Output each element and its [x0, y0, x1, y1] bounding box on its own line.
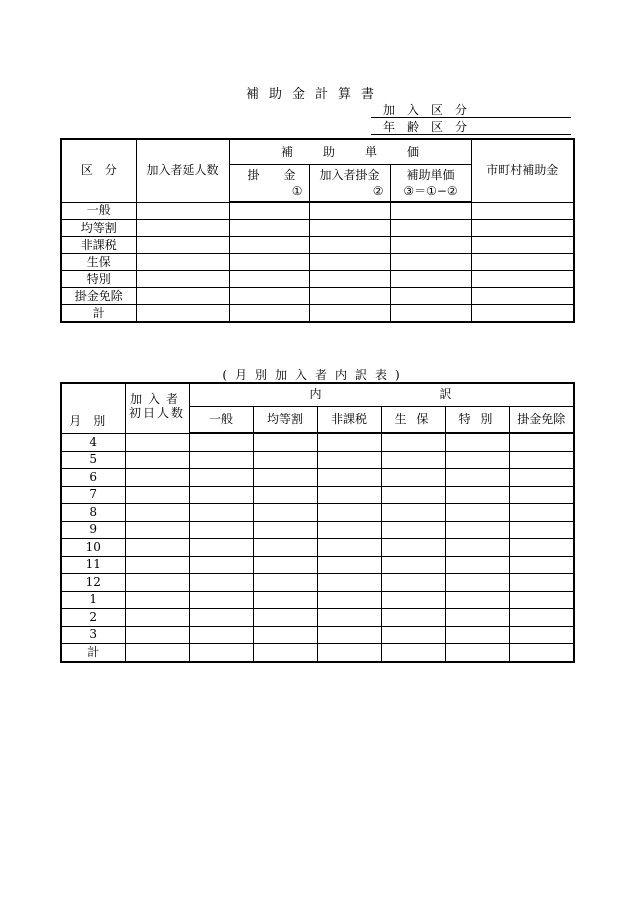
table-row — [61, 451, 574, 469]
cell-input[interactable] — [309, 305, 390, 323]
header-total-enrollee-count: 加入者延人数 — [136, 139, 229, 202]
age-category-label: 年齢区分 — [383, 120, 480, 134]
cell-input[interactable] — [509, 469, 574, 487]
cell-input[interactable] — [471, 288, 574, 305]
cell-input[interactable] — [189, 626, 253, 644]
cell-input[interactable] — [390, 202, 471, 220]
cell-input[interactable] — [229, 305, 309, 323]
table-row — [61, 609, 574, 627]
cell-input[interactable] — [125, 626, 189, 644]
cell-input[interactable] — [136, 305, 229, 323]
table-row — [61, 271, 574, 288]
cell-input[interactable] — [381, 486, 445, 504]
cell-input[interactable] — [253, 539, 317, 557]
cell-input[interactable] — [136, 202, 229, 220]
month-label: 7 — [61, 486, 125, 504]
cell-input[interactable] — [125, 609, 189, 627]
table-row — [61, 556, 574, 574]
table-row — [61, 626, 574, 644]
cell-input[interactable] — [136, 237, 229, 254]
cell-input[interactable] — [317, 626, 381, 644]
cell-input[interactable] — [253, 504, 317, 522]
subheader-per-capita: 均等割 — [253, 407, 317, 434]
cell-input[interactable] — [125, 469, 189, 487]
cell-input[interactable] — [509, 486, 574, 504]
cell-input[interactable] — [309, 271, 390, 288]
cell-input[interactable] — [381, 521, 445, 539]
cell-input[interactable] — [125, 556, 189, 574]
cell-input[interactable] — [390, 288, 471, 305]
month-label: 4 — [61, 433, 125, 451]
cell-input[interactable] — [509, 539, 574, 557]
cell-input[interactable] — [390, 220, 471, 237]
header-municipal-subsidy: 市町村補助金 — [471, 139, 574, 202]
cell-input[interactable] — [317, 609, 381, 627]
cell-input[interactable] — [125, 539, 189, 557]
table-row — [61, 237, 574, 254]
cell-input[interactable] — [189, 644, 253, 662]
cell-input[interactable] — [309, 220, 390, 237]
cell-input[interactable] — [471, 202, 574, 220]
table-row-total — [61, 305, 574, 323]
cell-input[interactable] — [381, 504, 445, 522]
header-subsidy-unit-price-sub: 補助単価 ③＝①−② — [390, 165, 471, 203]
header-premium: 掛金 ① — [229, 165, 309, 203]
cell-input[interactable] — [317, 469, 381, 487]
cell-input[interactable] — [229, 288, 309, 305]
cell-input[interactable] — [317, 433, 381, 451]
cell-input[interactable] — [471, 271, 574, 288]
header-subsidy-unit-price: 補助単価 — [229, 139, 471, 165]
cell-input[interactable] — [189, 504, 253, 522]
cell-input[interactable] — [445, 451, 509, 469]
subheader-special: 特 別 — [445, 407, 509, 434]
cell-input[interactable] — [189, 469, 253, 487]
cell-input[interactable] — [125, 644, 189, 662]
cell-input[interactable] — [509, 574, 574, 592]
cell-input[interactable] — [471, 220, 574, 237]
row-label: 特別 — [61, 271, 136, 288]
monthly-enrollee-breakdown-table — [60, 382, 575, 663]
cell-input[interactable] — [445, 521, 509, 539]
cell-input[interactable] — [317, 574, 381, 592]
cell-input[interactable] — [189, 556, 253, 574]
month-label: 3 — [61, 626, 125, 644]
table-row — [61, 254, 574, 271]
table-row — [61, 574, 574, 592]
cell-input[interactable] — [189, 521, 253, 539]
cell-input[interactable] — [509, 521, 574, 539]
header-breakdown: 内 訳 — [189, 383, 574, 407]
cell-input[interactable] — [253, 574, 317, 592]
table-row — [61, 504, 574, 522]
cell-input[interactable] — [136, 271, 229, 288]
cell-input[interactable] — [317, 451, 381, 469]
cell-input[interactable] — [381, 591, 445, 609]
table-row — [61, 469, 574, 487]
cell-input[interactable] — [125, 486, 189, 504]
cell-input[interactable] — [445, 574, 509, 592]
cell-input[interactable] — [445, 591, 509, 609]
table-row-total — [61, 644, 574, 662]
cell-input[interactable] — [509, 451, 574, 469]
cell-input[interactable] — [390, 254, 471, 271]
row-label: 掛金免除 — [61, 288, 136, 305]
age-category-line — [371, 118, 571, 135]
enrollment-category-label: 加入区分 — [383, 103, 480, 117]
month-label: 1 — [61, 591, 125, 609]
cell-input[interactable] — [445, 626, 509, 644]
cell-input[interactable] — [125, 591, 189, 609]
cell-input[interactable] — [471, 305, 574, 323]
document-title: 補助金計算書 — [245, 87, 384, 102]
table-row — [61, 220, 574, 237]
cell-input[interactable] — [229, 254, 309, 271]
cell-input[interactable] — [253, 433, 317, 451]
row-label: 計 — [61, 305, 136, 323]
cell-input[interactable] — [253, 644, 317, 662]
month-label: 11 — [61, 556, 125, 574]
cell-input[interactable] — [309, 202, 390, 220]
cell-input[interactable] — [381, 609, 445, 627]
cell-input[interactable] — [317, 644, 381, 662]
cell-input[interactable] — [136, 220, 229, 237]
cell-input[interactable] — [445, 433, 509, 451]
subsidy-calculation-table — [60, 138, 575, 323]
cell-input[interactable] — [445, 644, 509, 662]
cell-input[interactable] — [253, 469, 317, 487]
header-kubun: 区 分 — [61, 139, 136, 202]
cell-input[interactable] — [390, 305, 471, 323]
row-label: 生保 — [61, 254, 136, 271]
cell-input[interactable] — [317, 591, 381, 609]
cell-input[interactable] — [509, 609, 574, 627]
cell-input[interactable] — [253, 486, 317, 504]
table-row — [61, 539, 574, 557]
table-row — [61, 521, 574, 539]
cell-input[interactable] — [125, 574, 189, 592]
cell-input[interactable] — [509, 504, 574, 522]
cell-input[interactable] — [309, 237, 390, 254]
cell-input[interactable] — [189, 609, 253, 627]
cell-input[interactable] — [381, 433, 445, 451]
table-row — [61, 288, 574, 305]
cell-input[interactable] — [381, 451, 445, 469]
cell-input[interactable] — [381, 574, 445, 592]
cell-input[interactable] — [445, 539, 509, 557]
subheader-non-taxable: 非課税 — [317, 407, 381, 434]
cell-input[interactable] — [509, 433, 574, 451]
enrollment-category-line — [371, 101, 571, 118]
cell-input[interactable] — [125, 504, 189, 522]
month-label: 8 — [61, 504, 125, 522]
cell-input[interactable] — [471, 237, 574, 254]
month-label: 9 — [61, 521, 125, 539]
cell-input[interactable] — [381, 539, 445, 557]
cell-input[interactable] — [381, 556, 445, 574]
cell-input[interactable] — [381, 469, 445, 487]
cell-input[interactable] — [509, 556, 574, 574]
cell-input[interactable] — [509, 626, 574, 644]
cell-input[interactable] — [253, 556, 317, 574]
cell-input[interactable] — [390, 271, 471, 288]
subheader-welfare: 生 保 — [381, 407, 445, 434]
month-label: 計 — [61, 644, 125, 662]
cell-input[interactable] — [309, 288, 390, 305]
cell-input[interactable] — [317, 486, 381, 504]
table-row — [61, 486, 574, 504]
cell-input[interactable] — [189, 574, 253, 592]
row-label: 均等割 — [61, 220, 136, 237]
cell-input[interactable] — [445, 609, 509, 627]
cell-input[interactable] — [189, 433, 253, 451]
cell-input[interactable] — [189, 451, 253, 469]
table-row — [61, 433, 574, 451]
cell-input[interactable] — [471, 254, 574, 271]
cell-input[interactable] — [317, 521, 381, 539]
cell-input[interactable] — [136, 288, 229, 305]
cell-input[interactable] — [381, 644, 445, 662]
cell-input[interactable] — [317, 556, 381, 574]
monthly-breakdown-title: (月別加入者内訳表) — [222, 368, 408, 382]
month-label: 2 — [61, 609, 125, 627]
subheader-premium-exempt: 掛金免除 — [509, 407, 574, 434]
cell-input[interactable] — [253, 451, 317, 469]
cell-input[interactable] — [253, 521, 317, 539]
cell-input[interactable] — [253, 591, 317, 609]
cell-input[interactable] — [445, 486, 509, 504]
cell-input[interactable] — [229, 271, 309, 288]
cell-input[interactable] — [125, 433, 189, 451]
cell-input[interactable] — [189, 539, 253, 557]
cell-input[interactable] — [136, 254, 229, 271]
table-row — [61, 202, 574, 220]
row-label: 非課税 — [61, 237, 136, 254]
cell-input[interactable] — [229, 202, 309, 220]
cell-input[interactable] — [253, 609, 317, 627]
cell-input[interactable] — [317, 539, 381, 557]
row-label: 一般 — [61, 202, 136, 220]
month-label: 12 — [61, 574, 125, 592]
cell-input[interactable] — [445, 556, 509, 574]
cell-input[interactable] — [445, 469, 509, 487]
cell-input[interactable] — [390, 237, 471, 254]
month-label: 5 — [61, 451, 125, 469]
month-label: 10 — [61, 539, 125, 557]
cell-input[interactable] — [309, 254, 390, 271]
month-label: 6 — [61, 469, 125, 487]
cell-input[interactable] — [317, 504, 381, 522]
table-row — [61, 591, 574, 609]
header-first-day-enrollees: 加入者 初日人数 — [125, 383, 189, 433]
cell-input[interactable] — [509, 644, 574, 662]
cell-input[interactable] — [445, 504, 509, 522]
cell-input[interactable] — [125, 521, 189, 539]
cell-input[interactable] — [189, 486, 253, 504]
cell-input[interactable] — [381, 626, 445, 644]
cell-input[interactable] — [509, 591, 574, 609]
cell-input[interactable] — [253, 626, 317, 644]
cell-input[interactable] — [229, 220, 309, 237]
header-enrollee-premium: 加入者掛金 ② — [309, 165, 390, 203]
subheader-general: 一般 — [189, 407, 253, 434]
cell-input[interactable] — [189, 591, 253, 609]
cell-input[interactable] — [125, 451, 189, 469]
cell-input[interactable] — [229, 237, 309, 254]
header-month: 月別 — [61, 383, 125, 433]
